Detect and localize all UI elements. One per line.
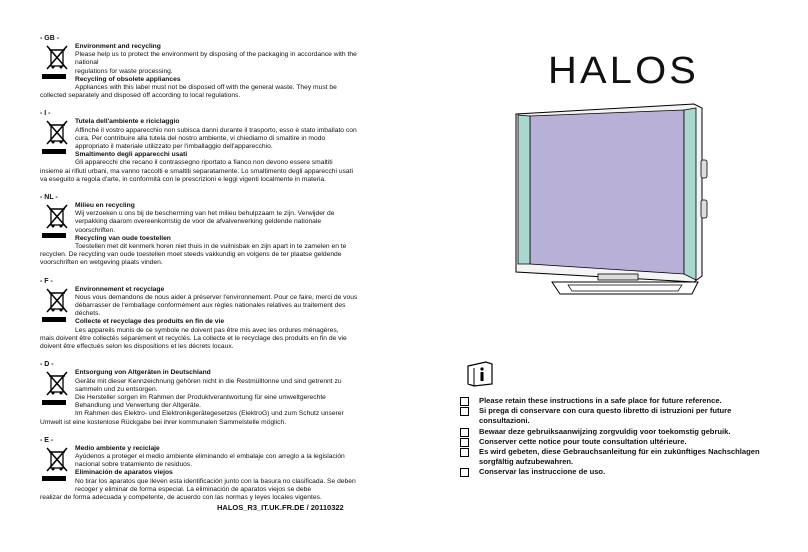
section-es [40,436,358,502]
list-item: Conserver cette notice pour toute consultation ultérieure. [460,437,780,447]
section-subtitle: Recycling van oude toestellen [75,234,171,242]
section-text: recyclen. De recycling van oude toestellen moet steeds vakkundig en volgens de ter plaatse geldende voorschriften en wetgeving plaats vinden. [40,251,342,267]
section-text: Appliances with this label must not be disposed off with the general waste. They must be [75,84,337,92]
brand-logo: HALOS [548,50,700,92]
separator-bar [42,233,66,238]
section-text: Geräte mit dieser Kennzeichnung gehören nicht in die Restmülltonne und sind getrennt zu sammeln und zu entsorgen. [75,377,342,393]
list-item: Bewaar deze gebruiksaanwijzing zorgvuldig voor toekomstig gebruik. [460,427,780,437]
checkbox-bullet [460,428,469,437]
crossed-bin-icon [46,287,68,313]
tv-illustration [512,96,722,296]
section-de [40,360,358,426]
checkbox-bullet [460,397,469,406]
crossed-bin-icon [46,44,68,70]
section-text: Please help us to protect the environment by disposing of the packaging in accordance with the national [75,51,357,67]
document-code: HALOS_R3_IT.UK.FR.DE / 20110322 [217,503,344,512]
section-text: mais doivent être collectés séparément et recyclés. La collecte et le recyclage des produits en fin de vie doivent être effectués selon les dispositions et les décrets locaux. [40,334,347,351]
section-text: Toestellen met dit kenmerk horen niet thuis in de vuilnisbak en zijn apart in te zamelen en te [75,243,347,251]
checkbox-bullet [460,448,469,457]
crossed-bin-icon [46,446,68,472]
section-it [40,109,358,184]
separator-bar [42,149,66,154]
section-subtitle: Collecte et recyclage des produits en fin de vie [75,318,225,326]
disposal-instructions [40,34,358,511]
section-subtitle: Smaltimento degli apparecchi usati [75,151,188,159]
lang-label: - E - [40,436,54,444]
lang-label: - NL - [40,194,58,202]
section-text: insieme ai rifiuti urbani, ma vanno raccolti e smaltiti separatamente. Lo smaltimento degli apparecchi usati va eseguito a regola d'arte, in conformità con le prescrizioni e leggi vigenti localmente in materia. [40,167,353,183]
section-text: realizar de forma adecuada y competente, de acuerdo con las normas y leyes locales vigentes. [40,493,322,501]
section-text: Ayúdenos a proteger el medio ambiente eliminando el embalaje con arreglo a la legislación nacional sobre tratamiento de residuos. [75,452,345,469]
section-title: Milieu en recycling [75,202,135,210]
lang-label: - F - [40,277,53,285]
section-text: regulations for waste processing. [75,67,173,75]
section-text: Im Rahmen des Elektro- und Elektronikgerätegesetzes (ElektroG) und zum Schutz unserer [75,410,344,418]
crossed-bin-icon [46,119,68,145]
section-fr [40,277,358,352]
tv-screen [530,110,684,274]
section-subtitle: Eliminación de aparatos viejos [75,469,173,477]
tv-stand [552,282,698,294]
list-item: Si prega di conservare con cura questo libretto di istruzioni per future consultazioni. [460,406,780,426]
section-text: Gli apparecchi che recano il contrassegno riportato a fianco non devono essere smaltiti [75,159,333,167]
section-text: No tirar los aparatos que lleven esta identificación junto con la basura no clasificada. Se deben recoger y eliminar de forma especial. La eliminación de aparatos viejos se debe [75,477,356,493]
lang-label: - I - [40,110,51,118]
lang-label: - D - [40,361,54,369]
section-nl [40,193,358,268]
checkbox-bullet [460,468,469,477]
section-text: Wij verzoeken u ons bij de bescherming van het milieu behulpzaam te zijn. Verwijder de verpakking daarom overeenkomstig de voor de afvalverwerking geldende nationale voorschriften. [75,210,335,234]
separator-bar [42,400,66,405]
checkbox-bullet [460,407,469,416]
list-item: Conservar las instruccione de uso. [460,467,780,477]
section-text: Die Hersteller sorgen im Rahmen der Produktverantwortung für eine umweltgerechte Behandlung und Verwertung der Altgeräte. [75,393,326,410]
tv-bezel-right [684,108,696,280]
section-text: Umwelt ist eine kostenlose Rückgabe bei ihrer kommunalen Sammelstelle möglich. [40,418,287,426]
section-subtitle: Recycling of obsolete appliances [75,75,181,83]
list-item: Please retain these instructions in a safe place for future reference. [460,396,780,406]
section-title: Tutela dell'ambiente e riciclaggio [75,118,180,126]
section-text: Les appareils munis de ce symbole ne doivent pas être mis avec les ordures ménagères, [75,326,339,334]
separator-bar [42,317,66,322]
section-text: collected separately and disposed off according to local regulations. [40,92,241,100]
checkbox-bullet [460,438,469,447]
section-title: Medio ambiente y reciclaje [75,444,160,452]
section-title: Environment and recycling [75,43,161,50]
lang-label: - GB - [40,35,60,42]
separator-bar [42,74,66,79]
section-gb [40,34,358,100]
retain-instructions-list [460,396,780,478]
section-title: Entsorgung von Altgeräten in Deutschland [75,369,211,377]
tv-bezel-left [518,115,530,264]
section-text: Affinché il vostro apparecchio non subisca danni durante il trasporto, esso è stato imballato con cura. Per contribuire alla tutela del nostro ambiente, vi chiediamo di smaltire in modo appropriato il materiale utilizzato per l'imballaggio dell'apparecchio. [75,126,357,151]
list-item: Es wird gebeten, diese Gebrauchsanleitung für ein zukünftiges Nachschlagen sorgfältig aufzubewahren. [460,447,780,467]
section-title: Environnement et recyclage [75,285,165,293]
crossed-bin-icon [46,370,68,396]
crossed-bin-icon [46,203,68,229]
separator-bar [42,476,66,481]
section-text: Nous vous demandons de nous aider à préserver l'environnement. Pour ce faire, merci de vous débarrasser de l'emballage conformément aux règles nationales relatives au traitement des déchets. [75,293,358,318]
info-book-icon [466,360,494,388]
